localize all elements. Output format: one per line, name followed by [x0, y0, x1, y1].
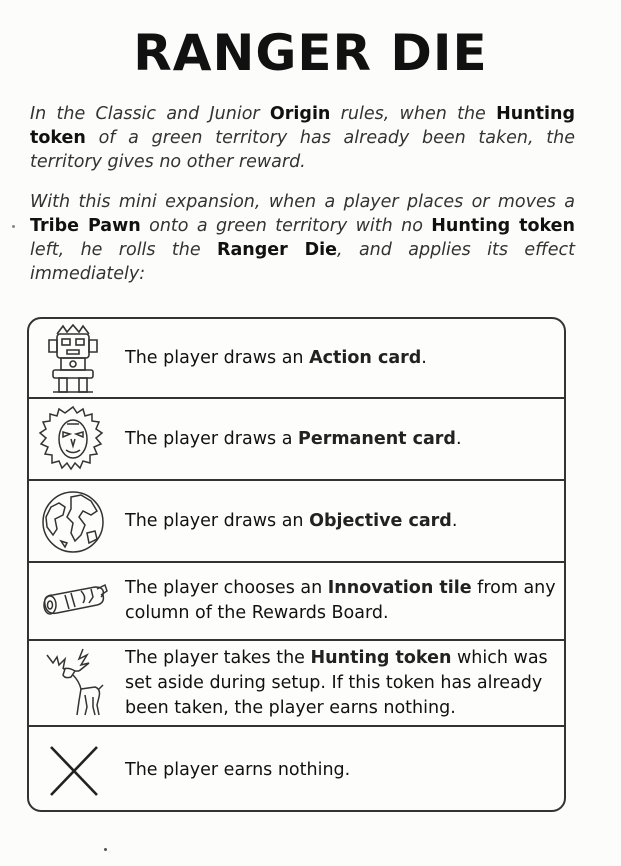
mask-icon	[35, 403, 111, 477]
row-text	[125, 758, 556, 783]
text-run: .	[421, 347, 427, 368]
intro-paragraph-1	[30, 102, 575, 174]
emphasis-text: Hunting token	[310, 647, 452, 668]
cross-icon	[35, 733, 111, 807]
text-run: , and applies its effect immediately:	[30, 240, 575, 284]
page-title: RANGER DIE	[133, 24, 488, 82]
die-face-row-hunting-token	[29, 641, 564, 727]
emphasis-text: Origin	[269, 104, 331, 124]
text-run: With this mini expansion, when a player places or moves a	[30, 192, 575, 212]
intro-paragraph-2	[30, 190, 575, 286]
text-run: In the Classic and Junior	[30, 104, 270, 124]
emphasis-text: Permanent card	[298, 428, 456, 449]
die-face-row-objective-card	[29, 481, 564, 563]
row-text	[125, 509, 556, 534]
text-run: rules, when the	[330, 104, 497, 124]
emphasis-text: Hunting token	[431, 216, 575, 236]
speck	[12, 225, 15, 228]
text-run: left, he rolls the	[30, 240, 217, 260]
text-run: The player draws an	[125, 510, 310, 531]
die-face-row-innovation-tile	[29, 563, 564, 641]
text-run: The player draws an	[125, 347, 310, 368]
globe-icon	[35, 485, 111, 559]
totem-icon	[35, 322, 111, 396]
text-run: The player earns nothing.	[125, 760, 351, 780]
die-faces-table	[27, 317, 566, 812]
row-text	[125, 346, 556, 371]
text-run: from any column of the Rewards Board.	[125, 578, 556, 623]
row-text	[125, 427, 556, 452]
emphasis-text: Objective card	[309, 510, 452, 531]
text-run: .	[455, 428, 462, 449]
emphasis-text: Innovation tile	[327, 578, 472, 598]
speck	[104, 848, 107, 851]
emphasis-text: Ranger Die	[216, 240, 338, 260]
row-text	[125, 646, 556, 721]
die-face-row-permanent-card	[29, 399, 564, 481]
text-run: of a green territory has already been taken, the territory gives no other reward.	[30, 128, 575, 172]
die-face-row-action-card	[29, 319, 564, 399]
text-run: onto a green territory with no	[140, 216, 432, 236]
text-run: .	[451, 510, 458, 531]
text-run: The player draws a	[125, 428, 298, 449]
emphasis-text: Hunting token	[30, 104, 576, 148]
emphasis-text: Action card	[309, 347, 422, 368]
text-run: which was set aside during setup. If this token has already been taken, the player earns nothing.	[125, 647, 548, 718]
scroll-icon	[35, 565, 111, 639]
emphasis-text: Tribe Pawn	[30, 216, 141, 236]
row-text	[125, 576, 556, 626]
text-run: The player takes the	[125, 647, 311, 668]
deer-icon	[35, 645, 111, 719]
text-run: The player chooses an	[125, 578, 328, 598]
die-face-row-nothing	[29, 727, 564, 812]
